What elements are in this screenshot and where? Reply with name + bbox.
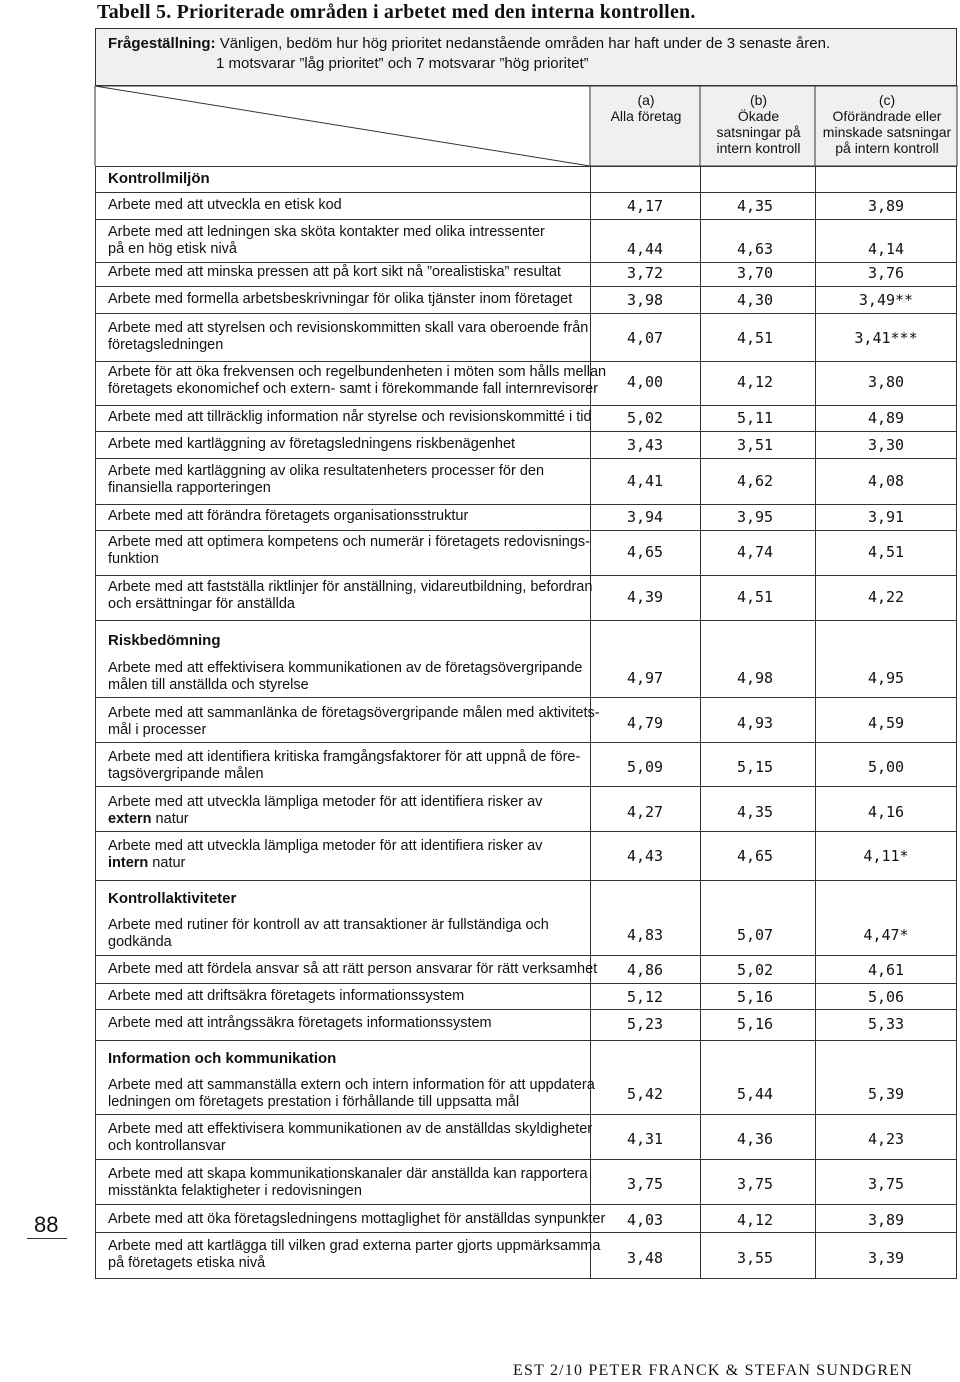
cell-a: 4,31 bbox=[626, 1130, 664, 1148]
row-label-line2: och kontrollansvar bbox=[108, 1138, 226, 1154]
cell-b: 3,70 bbox=[736, 264, 774, 282]
row-label-line1: Arbete med att identifiera kritiska framgångsfaktorer för att uppnå de före- bbox=[108, 749, 581, 765]
cell-b: 4,74 bbox=[736, 543, 774, 561]
row-label-emphasis: extern bbox=[108, 811, 152, 827]
row-label bbox=[108, 320, 588, 354]
cell-b: 4,51 bbox=[736, 329, 774, 347]
row-label bbox=[108, 1015, 492, 1032]
row-label-line1: Arbete med att utveckla lämpliga metoder för att identifiera risker av bbox=[108, 838, 543, 854]
row-label-line2: på företagets etiska nivå bbox=[108, 1255, 266, 1271]
row-label bbox=[108, 463, 544, 497]
row-label bbox=[108, 917, 549, 951]
col-c-line4: på intern kontroll bbox=[835, 140, 939, 156]
row-label-line2: intern natur bbox=[108, 855, 186, 871]
row-label-line1: Arbete med att öka företagsledningens mottaglighet för anställdas synpunkter bbox=[108, 1211, 606, 1227]
cell-b: 4,51 bbox=[736, 588, 774, 606]
cell-a: 4,39 bbox=[626, 588, 664, 606]
row-label-line2: och ersättningar för anställda bbox=[108, 596, 295, 612]
row-label bbox=[108, 705, 600, 739]
cell-a: 3,94 bbox=[626, 508, 664, 526]
row-separator bbox=[95, 831, 957, 832]
cell-c: 3,89 bbox=[867, 197, 905, 215]
row-label-line1: Arbete med kartläggning av företagsledningens riskbenägenhet bbox=[108, 436, 516, 452]
cell-c: 4,14 bbox=[867, 240, 905, 258]
cell-b: 3,51 bbox=[736, 436, 774, 454]
row-separator bbox=[95, 504, 957, 505]
col-a-line2: Alla företag bbox=[610, 108, 682, 124]
cell-a: 4,07 bbox=[626, 329, 664, 347]
cell-a: 5,09 bbox=[626, 758, 664, 776]
row-label-line1: Arbete med att effektivisera kommunikationen av de anställdas skyldigheter bbox=[108, 1121, 593, 1137]
row-label-line1: Arbete med att utveckla en etisk kod bbox=[108, 197, 342, 213]
row-separator bbox=[95, 575, 957, 576]
row-label bbox=[108, 660, 582, 694]
row-label-line2: företagsledningen bbox=[108, 337, 224, 353]
cell-c: 3,49** bbox=[858, 291, 914, 309]
row-label-line1: Arbete med att fastställa riktlinjer för anställning, vidareutbildning, befordran bbox=[108, 579, 593, 595]
row-label-emphasis: intern bbox=[108, 855, 149, 871]
cell-b: 5,16 bbox=[736, 1015, 774, 1033]
cell-a: 4,43 bbox=[626, 847, 664, 865]
cell-a: 5,42 bbox=[626, 1085, 664, 1103]
row-label bbox=[108, 364, 606, 398]
column-header-c bbox=[817, 92, 957, 156]
cell-b: 3,55 bbox=[736, 1249, 774, 1267]
row-label bbox=[108, 961, 597, 978]
cell-b: 4,36 bbox=[736, 1130, 774, 1148]
row-separator bbox=[95, 1040, 957, 1041]
row-label bbox=[108, 1077, 595, 1111]
row-label-line1: Arbete med att fördela ansvar så att rätt person ansvarar för rätt verksamhet bbox=[108, 961, 598, 977]
row-label-line1: Arbete med att tillräcklig information når styrelse och revisionskommitté i tid bbox=[108, 409, 592, 425]
cell-a: 3,48 bbox=[626, 1249, 664, 1267]
row-label-line1: Arbete med att utveckla lämpliga metoder för att identifiera risker av bbox=[108, 794, 543, 810]
col-c-line3: minskade satsningar bbox=[822, 124, 952, 140]
cell-c: 5,33 bbox=[867, 1015, 905, 1033]
cell-c: 4,16 bbox=[867, 803, 905, 821]
section-heading: Kontrollmiljön bbox=[108, 170, 210, 187]
cell-c: 3,75 bbox=[867, 1175, 905, 1193]
col-a-line1: (a) bbox=[637, 92, 655, 108]
section-heading: Information och kommunikation bbox=[108, 1050, 337, 1067]
section-separator bbox=[95, 192, 957, 193]
cell-a: 4,27 bbox=[626, 803, 664, 821]
cell-a: 4,79 bbox=[626, 714, 664, 732]
row-label bbox=[108, 1166, 588, 1200]
cell-b: 4,12 bbox=[736, 1211, 774, 1229]
cell-a: 3,72 bbox=[626, 264, 664, 282]
row-label-line2: funktion bbox=[108, 551, 159, 567]
row-label bbox=[108, 1121, 592, 1155]
row-label bbox=[108, 197, 342, 214]
cell-b: 5,15 bbox=[736, 758, 774, 776]
cell-c: 3,30 bbox=[867, 436, 905, 454]
row-label-line2: ledningen om företagets prestation i förhållande till uppsatta mål bbox=[108, 1094, 520, 1110]
row-separator bbox=[95, 1204, 957, 1205]
cell-a: 4,03 bbox=[626, 1211, 664, 1229]
cell-c: 3,39 bbox=[867, 1249, 905, 1267]
row-label-line2: tagsövergripande målen bbox=[108, 766, 264, 782]
row-separator bbox=[95, 955, 957, 956]
row-label-line2: godkända bbox=[108, 934, 172, 950]
row-separator bbox=[95, 1009, 957, 1010]
section-heading: Riskbedömning bbox=[108, 632, 221, 649]
cell-a: 3,43 bbox=[626, 436, 664, 454]
row-separator bbox=[95, 286, 957, 287]
row-separator bbox=[95, 361, 957, 362]
cell-a: 4,00 bbox=[626, 373, 664, 391]
row-label bbox=[108, 436, 515, 453]
row-label-line1: Arbete med att effektivisera kommunikationen av de företagsövergripande bbox=[108, 660, 583, 676]
cell-b: 4,98 bbox=[736, 669, 774, 687]
cell-b: 3,95 bbox=[736, 508, 774, 526]
cell-a: 5,12 bbox=[626, 988, 664, 1006]
page-number: 88 bbox=[34, 1212, 59, 1237]
row-label-line1: Arbete med att sammanlänka de företagsövergripande målen med aktivitets- bbox=[108, 705, 600, 721]
cell-b: 5,11 bbox=[736, 409, 774, 427]
cell-c: 3,89 bbox=[867, 1211, 905, 1229]
row-label bbox=[108, 1238, 600, 1272]
cell-b: 4,62 bbox=[736, 472, 774, 490]
cell-b: 4,63 bbox=[736, 240, 774, 258]
question-scale: 1 motsvarar ”låg prioritet” och 7 motsvarar ”hög prioritet” bbox=[216, 55, 589, 72]
row-label-line2: målen till anställda och styrelse bbox=[108, 677, 309, 693]
cell-a: 4,86 bbox=[626, 961, 664, 979]
row-label-line1: Arbete med att styrelsen och revisionskommitten skall vara oberoende från bbox=[108, 320, 589, 336]
section-heading: Kontrollaktiviteter bbox=[108, 890, 237, 907]
page-number-rule bbox=[27, 1238, 67, 1239]
question-body: Vänligen, bedöm hur hög prioritet nedanstående områden har haft under de 3 senaste åren. bbox=[219, 35, 831, 52]
row-separator bbox=[95, 458, 957, 459]
cell-a: 4,97 bbox=[626, 669, 664, 687]
row-label-line1: Arbete med rutiner för kontroll av att transaktioner är fullständiga och bbox=[108, 917, 549, 933]
row-separator bbox=[95, 1232, 957, 1233]
row-separator bbox=[95, 1159, 957, 1160]
cell-c: 5,00 bbox=[867, 758, 905, 776]
row-separator bbox=[95, 262, 957, 263]
row-separator bbox=[95, 620, 957, 621]
row-label bbox=[108, 794, 542, 828]
cell-c: 4,08 bbox=[867, 472, 905, 490]
row-separator bbox=[95, 405, 957, 406]
cell-c: 3,76 bbox=[867, 264, 905, 282]
row-label-line1: Arbete med att minska pressen att på kort sikt nå ”orealistiska” resultat bbox=[108, 264, 561, 280]
cell-b: 4,35 bbox=[736, 197, 774, 215]
column-header-b bbox=[702, 92, 815, 156]
row-label bbox=[108, 988, 464, 1005]
row-separator bbox=[95, 219, 957, 220]
row-separator bbox=[95, 530, 957, 531]
cell-c: 4,11* bbox=[863, 847, 909, 865]
cell-c: 3,41*** bbox=[854, 329, 918, 347]
col-c-line1: (c) bbox=[878, 92, 896, 108]
row-label-line2: misstänkta felaktigheter i redovisningen bbox=[108, 1183, 362, 1199]
row-label-line1: Arbete med att kartlägga till vilken grad externa parter gjorts uppmärksamma bbox=[108, 1238, 601, 1254]
row-label bbox=[108, 579, 592, 613]
row-label-line2: på en hög etisk nivå bbox=[108, 241, 237, 257]
row-label bbox=[108, 749, 580, 783]
row-label bbox=[108, 224, 545, 258]
row-separator bbox=[95, 880, 957, 881]
row-separator bbox=[95, 983, 957, 984]
row-label-line1: Arbete med att ledningen ska sköta kontakter med olika intressenter bbox=[108, 224, 545, 240]
row-label bbox=[108, 508, 468, 525]
row-separator bbox=[95, 313, 957, 314]
cell-c: 4,51 bbox=[867, 543, 905, 561]
row-label-line1: Arbete med kartläggning av olika resultatenheters processer för den bbox=[108, 463, 545, 479]
table-title: Tabell 5. Prioriterade områden i arbetet med den interna kontrollen. bbox=[97, 1, 696, 23]
row-label-line2: företagets ekonomichef och extern- samt i förekommande fall internrevisorer bbox=[108, 381, 598, 397]
row-label-line1: Arbete med att förändra företagets organisationsstruktur bbox=[108, 508, 469, 524]
cell-b: 5,44 bbox=[736, 1085, 774, 1103]
col-b-line3: satsningar på bbox=[716, 124, 801, 140]
cell-a: 3,98 bbox=[626, 291, 664, 309]
cell-c: 4,47* bbox=[863, 926, 909, 944]
row-label-line1: Arbete med att sammanställa extern och intern information för att uppdatera bbox=[108, 1077, 595, 1093]
cell-a: 5,23 bbox=[626, 1015, 664, 1033]
row-separator bbox=[95, 742, 957, 743]
row-separator bbox=[95, 1114, 957, 1115]
cell-b: 5,07 bbox=[736, 926, 774, 944]
cell-c: 4,59 bbox=[867, 714, 905, 732]
cell-c: 4,23 bbox=[867, 1130, 905, 1148]
row-label-line2: extern natur bbox=[108, 811, 189, 827]
row-label bbox=[108, 291, 572, 308]
row-label bbox=[108, 409, 592, 426]
cell-b: 4,93 bbox=[736, 714, 774, 732]
row-label-line1: Arbete för att öka frekvensen och regelbundenheten i möten som hålls mellan bbox=[108, 364, 607, 380]
cell-b: 5,16 bbox=[736, 988, 774, 1006]
row-label-line1: Arbete med formella arbetsbeskrivningar för olika tjänster inom företaget bbox=[108, 291, 573, 307]
row-label-line1: Arbete med att optimera kompetens och numerär i företagets redovisnings- bbox=[108, 534, 590, 550]
cell-a: 4,44 bbox=[626, 240, 664, 258]
cell-c: 5,39 bbox=[867, 1085, 905, 1103]
cell-c: 5,06 bbox=[867, 988, 905, 1006]
cell-c: 4,89 bbox=[867, 409, 905, 427]
cell-b: 4,65 bbox=[736, 847, 774, 865]
cell-c: 3,80 bbox=[867, 373, 905, 391]
row-label bbox=[108, 838, 542, 872]
cell-b: 4,12 bbox=[736, 373, 774, 391]
question-label: Frågeställning: bbox=[108, 35, 216, 52]
cell-a: 4,17 bbox=[626, 197, 664, 215]
col-c-line2: Oförändrade eller bbox=[832, 108, 942, 124]
cell-b: 3,75 bbox=[736, 1175, 774, 1193]
row-separator bbox=[95, 697, 957, 698]
col-b-line4: intern kontroll bbox=[716, 140, 801, 156]
cell-a: 5,02 bbox=[626, 409, 664, 427]
row-label-line1: Arbete med att driftsäkra företagets informationssystem bbox=[108, 988, 465, 1004]
cell-a: 3,75 bbox=[626, 1175, 664, 1193]
cell-c: 4,61 bbox=[867, 961, 905, 979]
row-label-line1: Arbete med att intrångssäkra företagets informationssystem bbox=[108, 1015, 492, 1031]
row-separator bbox=[95, 431, 957, 432]
row-label-line2: mål i processer bbox=[108, 722, 207, 738]
row-label bbox=[108, 534, 590, 568]
cell-c: 3,91 bbox=[867, 508, 905, 526]
cell-a: 4,83 bbox=[626, 926, 664, 944]
cell-b: 4,35 bbox=[736, 803, 774, 821]
col-b-line1: (b) bbox=[749, 92, 768, 108]
cell-a: 4,65 bbox=[626, 543, 664, 561]
row-label bbox=[108, 264, 561, 281]
row-label-line1: Arbete med att skapa kommunikationskanaler där anställda kan rapportera bbox=[108, 1166, 588, 1182]
row-separator bbox=[95, 786, 957, 787]
col-b-line2: Ökade bbox=[737, 108, 780, 124]
page-footer: EST 2/10 PETER FRANCK & STEFAN SUNDGREN bbox=[513, 1362, 914, 1379]
cell-b: 5,02 bbox=[736, 961, 774, 979]
cell-c: 4,95 bbox=[867, 669, 905, 687]
cell-b: 4,30 bbox=[736, 291, 774, 309]
row-label-line2: finansiella rapporteringen bbox=[108, 480, 271, 496]
cell-c: 4,22 bbox=[867, 588, 905, 606]
cell-a: 4,41 bbox=[626, 472, 664, 490]
column-header-a bbox=[592, 92, 700, 124]
row-label bbox=[108, 1211, 605, 1228]
